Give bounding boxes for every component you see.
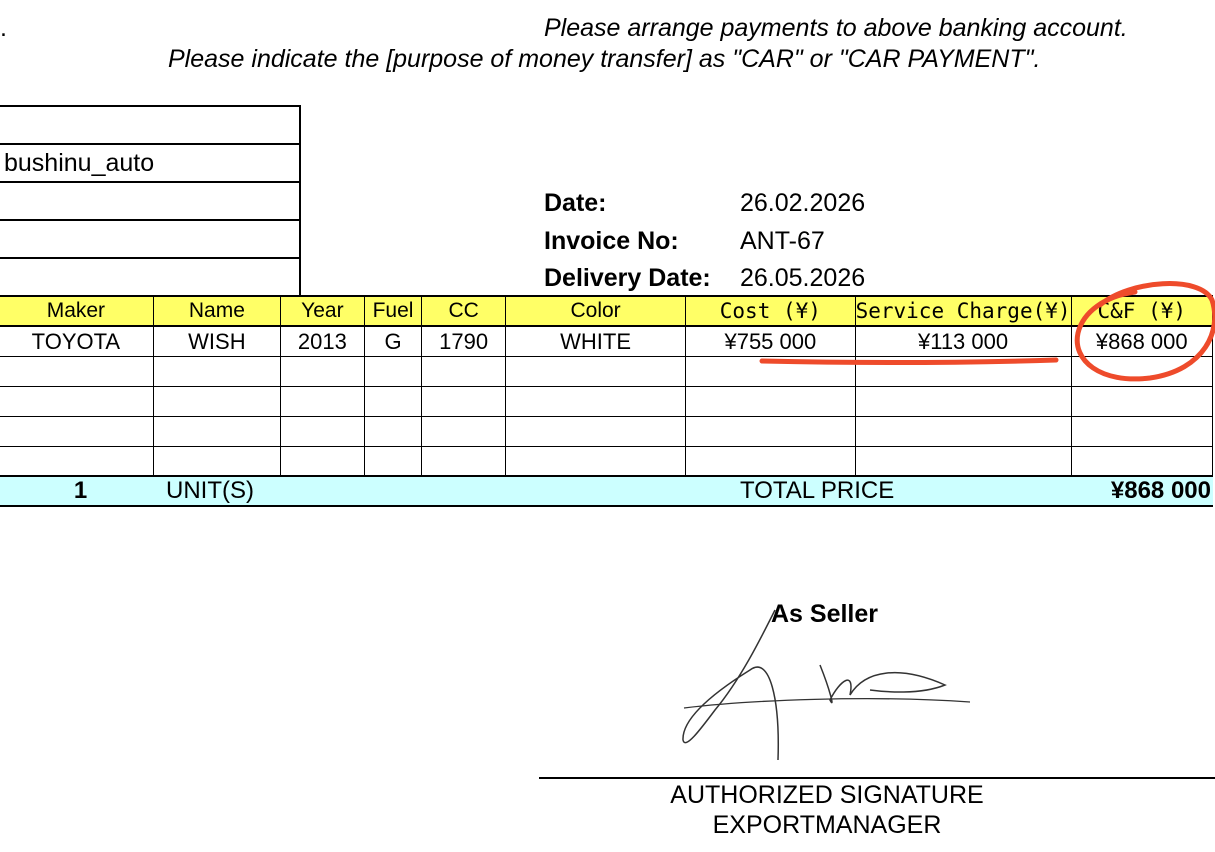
- cell-name: WISH: [153, 326, 280, 357]
- units-count: 1: [0, 476, 163, 506]
- cell-cf: ¥868 000: [1071, 326, 1212, 357]
- signature-image: [670, 600, 980, 775]
- cell-fuel: G: [364, 326, 422, 357]
- date-label: Date:: [544, 189, 607, 217]
- column-header: CC: [422, 296, 506, 326]
- buyer-name: bushinu_auto: [0, 144, 300, 182]
- as-seller-label: As Seller: [771, 600, 879, 628]
- column-header: Name: [153, 296, 280, 326]
- units-label: UNIT(S): [163, 476, 737, 506]
- payment-note: Please arrange payments to above banking account.: [544, 14, 1128, 42]
- underline-annotation: [762, 360, 1056, 362]
- total-label: TOTAL PRICE: [737, 476, 917, 506]
- purpose-note: Please indicate the [purpose of money transfer] as "CAR" or "CAR PAYMENT".: [168, 45, 1041, 73]
- cell-cc: 1790: [422, 326, 506, 357]
- date-value: 26.02.2026: [740, 189, 866, 217]
- invoice-value: ANT-67: [740, 227, 825, 255]
- column-header: Cost (¥): [686, 296, 855, 326]
- signature-line: [539, 777, 1215, 779]
- left-mark: .: [0, 14, 7, 42]
- cell-year: 2013: [281, 326, 365, 357]
- total-value: ¥868 000: [1067, 476, 1213, 506]
- column-header: C&F (¥): [1071, 296, 1212, 326]
- delivery-value: 26.05.2026: [740, 264, 866, 292]
- column-header: Color: [506, 296, 686, 326]
- column-header: Fuel: [364, 296, 422, 326]
- column-header: Year: [281, 296, 365, 326]
- cell-color: WHITE: [506, 326, 686, 357]
- invoice-label: Invoice No:: [544, 227, 679, 255]
- authorized-signature-label: AUTHORIZED SIGNATURE: [670, 781, 984, 809]
- export-manager-label: EXPORTMANAGER: [712, 811, 942, 839]
- column-header: Maker: [0, 296, 153, 326]
- column-header: Service Charge(¥): [855, 296, 1071, 326]
- cell-service-charge: ¥113 000: [855, 326, 1071, 357]
- circle-annotation: [1077, 284, 1215, 379]
- delivery-label: Delivery Date:: [544, 264, 711, 292]
- cell-maker: TOYOTA: [0, 326, 153, 357]
- cell-cost: ¥755 000: [686, 326, 855, 357]
